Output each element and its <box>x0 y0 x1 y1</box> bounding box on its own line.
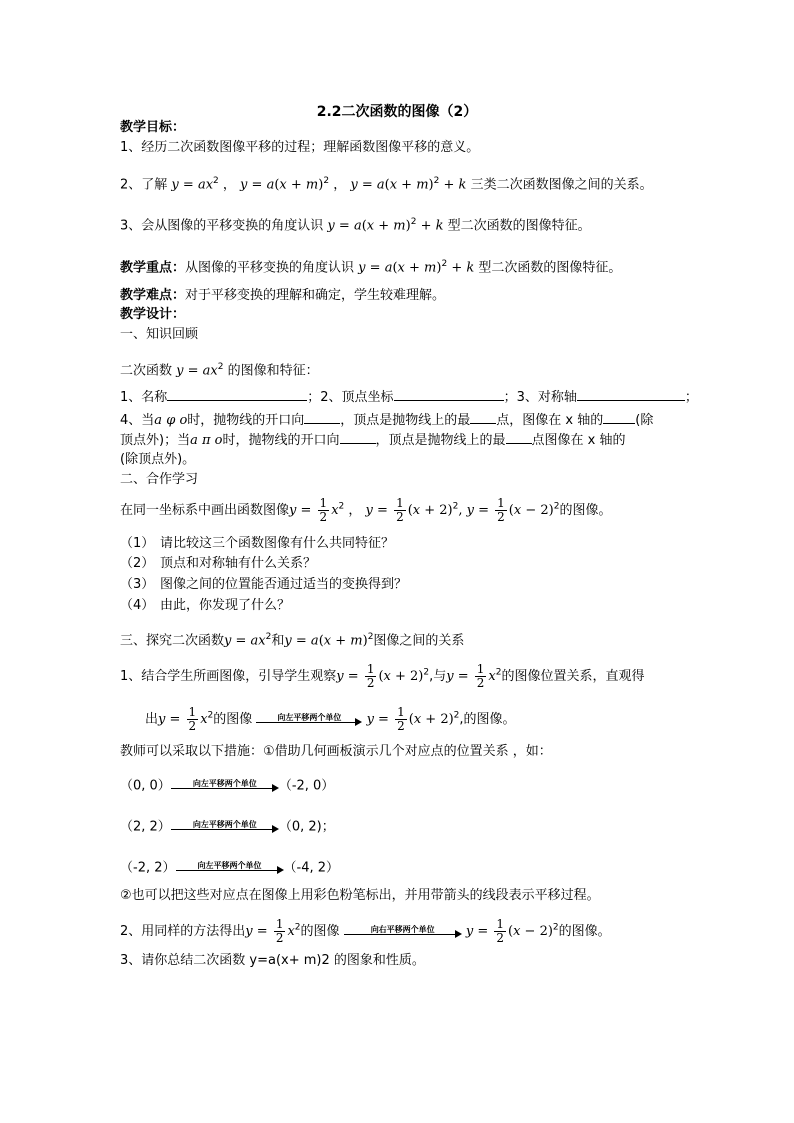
review-item-4-line-2: 顶点外)；当a π o时，抛物线的开口向 ，顶点是抛物线上的最 点图像在 x 轴的 <box>120 433 626 448</box>
key-point: 教学重点：从图像的平移变换的角度认识 $y = a(x + m)^2 + k$ 型二次函数的图像特征。 <box>120 259 622 276</box>
objective-2: 2、了解 $y = ax^2$ ， $y = a(x + m)^2$ ， $y = a(x + m)^2 + k$ 三类二次函数图像之间的关系。 <box>120 176 653 193</box>
page-title: 2.2二次函数的图像（2） <box>316 104 478 120</box>
color-chalk-note: ②也可以把这些对应点在图像上用彩色粉笔标出，并用带箭头的线段表示平移过程。 <box>120 888 600 903</box>
review-intro: 二次函数 $y = ax^2$ 的图像和特征： <box>120 362 319 379</box>
section-3-heading: 三、探究二次函数$y = ax^2$和$y = a(x + m)^2$图像之间的关系 <box>120 632 465 649</box>
translate-left-arrow: 向左平移两个单位 <box>176 859 284 877</box>
translate-left-arrow: 向左平移两个单位 <box>256 711 362 729</box>
section-1-heading: 一、知识回顾 <box>120 327 199 342</box>
point-mapping-1: （0, 0） 向左平移两个单位 （-2, 0） <box>120 778 335 794</box>
review-item-1: 1、名称 ；2、顶点坐标 ；3、对称轴 ； <box>120 390 698 405</box>
translate-left-arrow: 向左平移两个单位 <box>171 818 279 836</box>
review-item-4-line-3: (除顶点外)。 <box>120 452 196 467</box>
section-3-item-1-line-1: 1、结合学生所画图像，引导学生观察y = $\frac{1}{2}$ $(x + 2)^2$,与y = $\frac{1}{2}$ $x^2$的图像位置关系，直观得 <box>120 662 645 690</box>
objective-1: 1、经历二次函数图像平移的过程；理解函数图像平移的意义。 <box>120 140 480 155</box>
section-3-item-3: 3、请你总结二次函数 y=a(x+ m)2 的图象和性质。 <box>120 953 425 968</box>
section-2-heading: 二、合作学习 <box>120 472 199 487</box>
question-3: （3） 图像之间的位置能否通过适当的变换得到？ <box>120 577 408 592</box>
translate-left-arrow: 向左平移两个单位 <box>171 777 279 795</box>
design-heading: 教学设计： <box>120 307 186 322</box>
question-4: （4） 由此，你发现了什么？ <box>120 598 291 613</box>
section-3-item-2: 2、用同样的方法得出y = $\frac{1}{2}$ $x^2$的图像 向右平移两个单位 y = $\frac{1}{2}$ $(x - 2)^2$的图像。 <box>120 917 611 945</box>
review-item-4-line-1: 4、当a φ o时，抛物线的开口向 ，顶点是抛物线上的最 点，图像在 x 轴的 (除 <box>120 413 654 428</box>
section-3-item-1-line-2: 出y = $\frac{1}{2}$ $x^2$的图像 向左平移两个单位 y = $\frac{1}{2}$ $(x + 2)^2$,的图像。 <box>145 705 516 733</box>
point-mapping-2: （2, 2） 向左平移两个单位 （0, 2)； <box>120 819 335 835</box>
translate-right-arrow: 向右平移两个单位 <box>344 923 462 941</box>
objective-3: 3、会从图像的平移变换的角度认识 $y = a(x + m)^2 + k$ 型二次函数的图像特征。 <box>120 217 591 234</box>
question-2: （2） 顶点和对称轴有什么关系？ <box>120 556 317 571</box>
point-mapping-3: （-2, 2） 向左平移两个单位 （-4, 2） <box>120 860 339 876</box>
difficulty-point: 教学难点：对于平移变换的理解和确定，学生较难理解。 <box>120 288 446 303</box>
cooperative-task: 在同一坐标系中画出函数图像y = $\frac{1}{2}$ $x^2$ ， y = $\frac{1}{2}$ $(x + 2)^2$, y = $\frac{1}{2}$ $(x - 2)^2$的图像。 <box>120 496 612 524</box>
question-1: （1） 请比较这三个函数图像有什么共同特征？ <box>120 536 395 551</box>
objectives-heading: 教学目标： <box>120 120 186 135</box>
teacher-measures: 教师可以采取以下措施：①借助几何画板演示几个对应点的位置关系 ，如： <box>120 744 552 759</box>
